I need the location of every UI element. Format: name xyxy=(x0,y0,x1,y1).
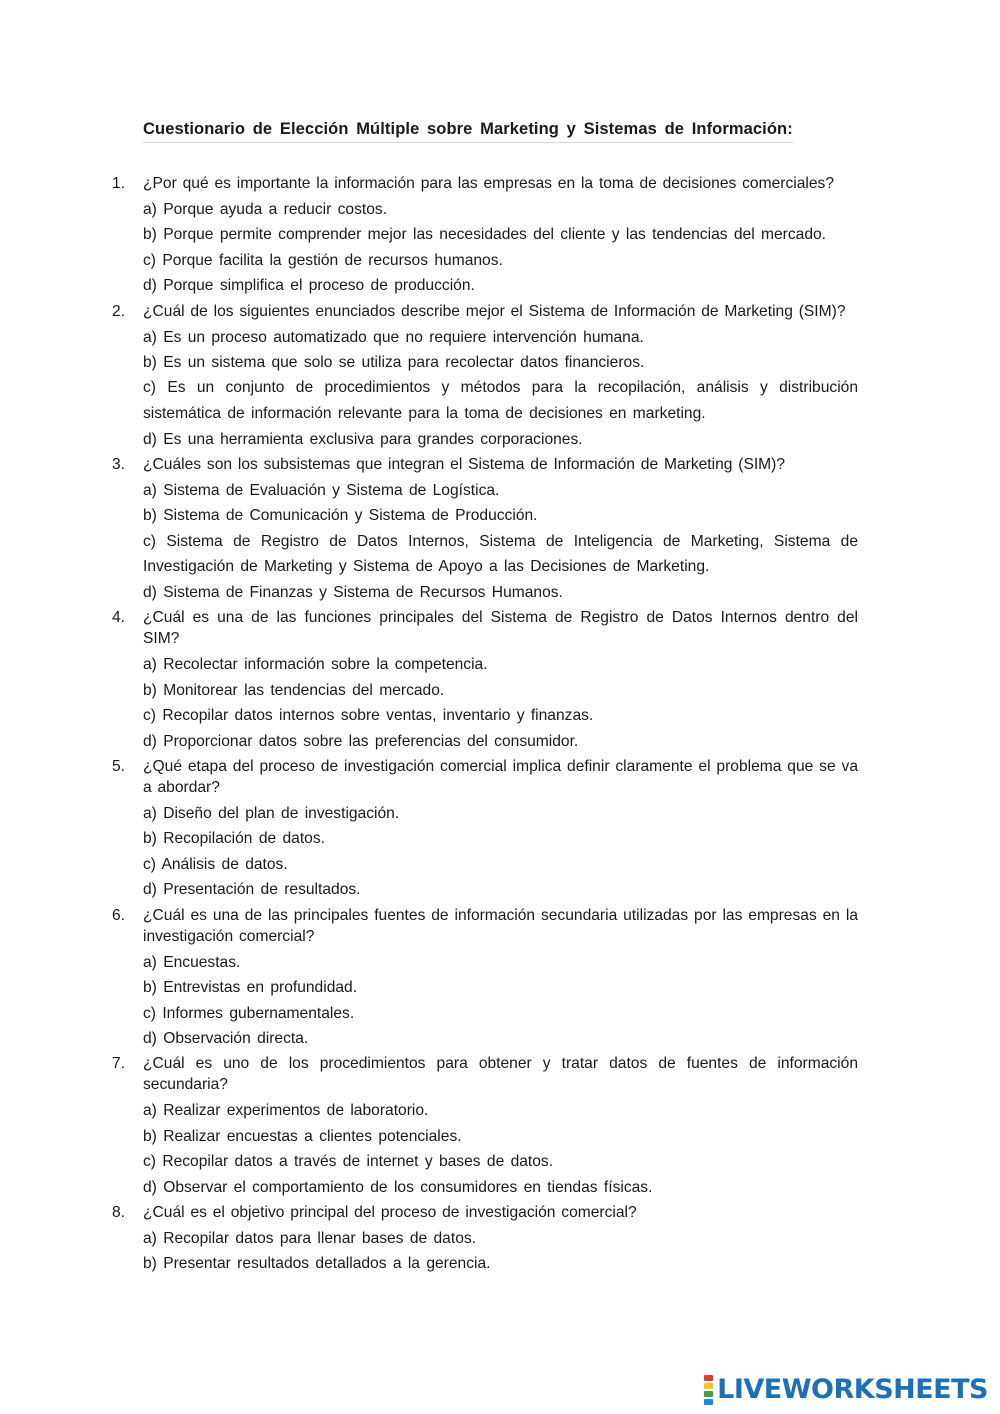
answer-option-b[interactable]: b) Sistema de Comunicación y Sistema de Producción. xyxy=(143,507,538,525)
logo-block xyxy=(704,1399,713,1405)
question-row xyxy=(112,171,858,197)
answer-option-b[interactable]: b) Entrevistas en profundidad. xyxy=(143,979,358,997)
answer-option-a[interactable]: a) Recolectar información sobre la competencia. xyxy=(143,656,488,674)
answer-option-b[interactable]: b) Realizar encuestas a clientes potenciales. xyxy=(143,1127,462,1145)
page-title: Cuestionario de Elección Múltiple sobre Marketing y Sistemas de Información: xyxy=(143,120,793,143)
answer-option-b[interactable]: b) Presentar resultados detallados a la gerencia. xyxy=(143,1255,491,1273)
question-number: 2. xyxy=(112,302,126,320)
answer-option-d[interactable]: d) Presentación de resultados. xyxy=(143,881,361,899)
answer-option-b[interactable]: b) Es un sistema que solo se utiliza para recolectar datos financieros. xyxy=(143,354,645,372)
question-row xyxy=(112,1051,858,1098)
answer-options xyxy=(143,652,858,754)
answer-option-d[interactable]: d) Observación directa. xyxy=(143,1029,309,1047)
question-number: 3. xyxy=(112,456,126,474)
question-text: ¿Por qué es importante la información para las empresas en la toma de decisiones comerciales? xyxy=(143,175,834,192)
question-number: 1. xyxy=(112,175,126,192)
logo-block xyxy=(704,1375,713,1381)
answer-option-a[interactable]: a) Diseño del plan de investigación. xyxy=(143,805,400,823)
answer-option-b[interactable]: b) Porque permite comprender mejor las necesidades del cliente y las tendencias del mercado. xyxy=(143,226,827,244)
answer-option-b[interactable]: b) Monitorear las tendencias del mercado. xyxy=(143,681,445,699)
answer-options xyxy=(143,197,858,299)
question-row xyxy=(112,605,858,652)
answer-option-a[interactable]: a) Recopilar datos para llenar bases de datos. xyxy=(143,1229,476,1247)
question-text: ¿Cuál de los siguientes enunciados describe mejor el Sistema de Información de Marketing (SIM)? xyxy=(143,302,846,320)
answer-option-a[interactable]: a) Sistema de Evaluación y Sistema de Logística. xyxy=(143,482,500,500)
answer-option-c[interactable]: c) Porque facilita la gestión de recursos humanos. xyxy=(143,251,503,269)
question-number: 5. xyxy=(112,758,126,776)
answer-option-c[interactable]: c) Recopilar datos a través de internet y bases de datos. xyxy=(143,1153,554,1171)
brand-text: LIVEWORKSHEETS xyxy=(717,1374,988,1405)
logo-block xyxy=(704,1391,713,1397)
question-text: ¿Cuál es una de las principales fuentes de información secundaria utilizadas por las empresas en la investigación comercial? xyxy=(143,906,858,945)
answer-option-a[interactable]: a) Encuestas. xyxy=(143,953,241,971)
answer-option-d[interactable]: d) Porque simplifica el proceso de producción. xyxy=(143,277,475,295)
answer-option-c[interactable]: c) Informes gubernamentales. xyxy=(143,1004,355,1022)
answer-option-c[interactable]: c) Es un conjunto de procedimientos y métodos para la recopilación, análisis y distribución sistemática de información relevante para la toma de decisiones en marketing. xyxy=(143,379,858,423)
question-8 xyxy=(112,1200,858,1277)
answer-option-c[interactable]: c) Sistema de Registro de Datos Internos, Sistema de Inteligencia de Marketing, Sistema de Investigación de Marketing y Sistema de Apoyo a las Decisiones de Marketing. xyxy=(143,532,858,576)
liveworksheets-brand[interactable] xyxy=(704,1372,988,1408)
answer-options xyxy=(143,325,858,452)
answer-option-a[interactable]: a) Porque ayuda a reducir costos. xyxy=(143,201,388,218)
question-number: 6. xyxy=(112,906,126,924)
question-3 xyxy=(112,452,858,605)
question-row xyxy=(112,903,858,950)
question-6 xyxy=(112,903,858,1052)
answer-option-d[interactable]: d) Es una herramienta exclusiva para grandes corporaciones. xyxy=(143,430,583,448)
question-text: ¿Cuál es uno de los procedimientos para obtener y tratar datos de fuentes de información secundaria? xyxy=(143,1055,858,1094)
answer-option-b[interactable]: b) Recopilación de datos. xyxy=(143,830,325,848)
question-text: ¿Qué etapa del proceso de investigación comercial implica definir claramente el problema que se va a abordar? xyxy=(143,758,858,797)
question-row xyxy=(112,1200,858,1226)
answer-option-a[interactable]: a) Es un proceso automatizado que no requiere intervención humana. xyxy=(143,328,644,346)
answer-options xyxy=(143,478,858,605)
question-row xyxy=(112,754,858,801)
question-list xyxy=(112,171,858,1277)
question-number: 8. xyxy=(112,1203,126,1221)
answer-options xyxy=(143,1098,858,1200)
question-row xyxy=(112,299,858,325)
liveworksheets-logo-icon xyxy=(704,1375,713,1405)
question-text: ¿Cuáles son los subsistemas que integran el Sistema de Información de Marketing (SIM)? xyxy=(143,456,786,474)
answer-option-c[interactable]: c) Recopilar datos internos sobre ventas, inventario y finanzas. xyxy=(143,707,594,725)
question-row xyxy=(112,452,858,478)
answer-options xyxy=(143,950,858,1052)
answer-option-c[interactable]: c) Análisis de datos. xyxy=(143,855,288,873)
answer-options xyxy=(143,801,858,903)
question-4 xyxy=(112,605,858,754)
answer-option-d[interactable]: d) Observar el comportamiento de los consumidores en tiendas físicas. xyxy=(143,1178,653,1196)
question-7 xyxy=(112,1051,858,1200)
question-number: 4. xyxy=(112,609,126,627)
question-number: 7. xyxy=(112,1055,126,1073)
answer-options xyxy=(143,1226,858,1277)
logo-block xyxy=(704,1383,713,1389)
question-5 xyxy=(112,754,858,903)
answer-option-d[interactable]: d) Proporcionar datos sobre las preferencias del consumidor. xyxy=(143,732,579,750)
question-text: ¿Cuál es el objetivo principal del proceso de investigación comercial? xyxy=(143,1203,637,1221)
answer-option-a[interactable]: a) Realizar experimentos de laboratorio. xyxy=(143,1102,429,1120)
question-2 xyxy=(112,299,858,452)
question-text: ¿Cuál es una de las funciones principales del Sistema de Registro de Datos Internos dentro del SIM? xyxy=(143,609,858,648)
question-1 xyxy=(112,171,858,299)
answer-option-d[interactable]: d) Sistema de Finanzas y Sistema de Recursos Humanos. xyxy=(143,584,563,602)
